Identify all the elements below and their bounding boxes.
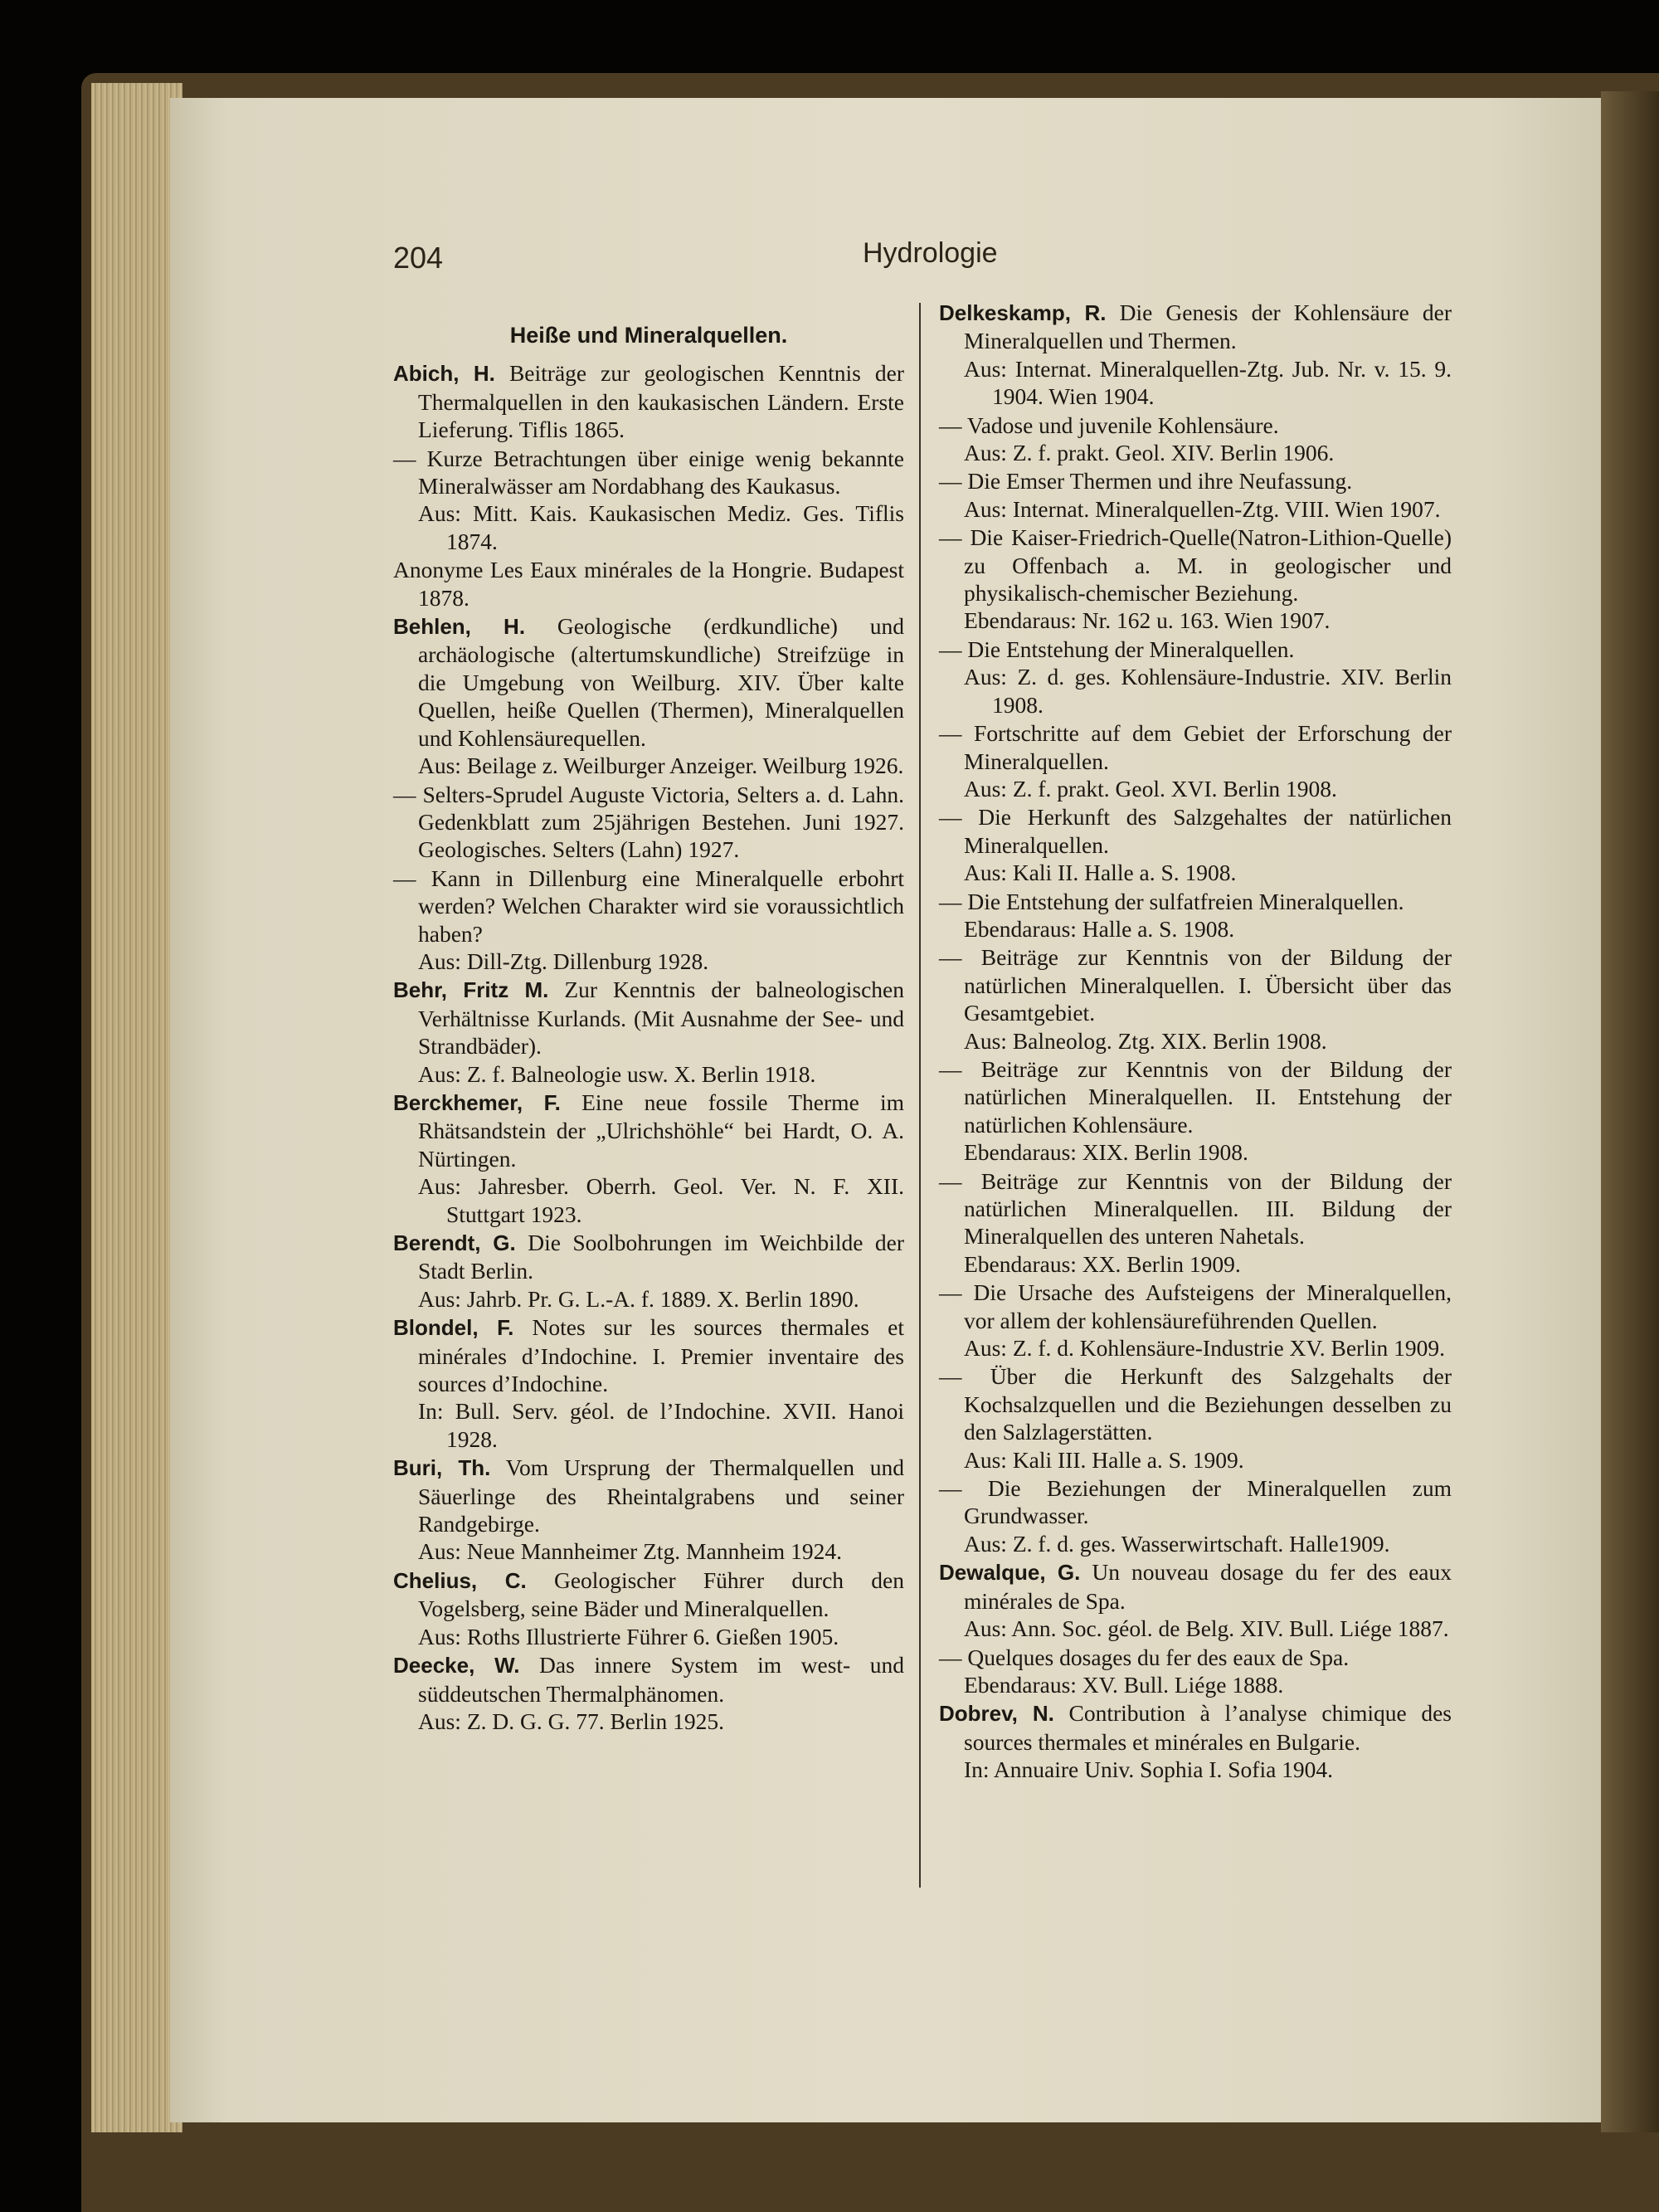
bibliography-entry (393, 556, 904, 611)
bibliography-entry (939, 1474, 1452, 1557)
entry-source: Aus: Kali III. Halle a. S. 1909. (964, 1446, 1244, 1473)
entry-author: Dobrev, N. (939, 1701, 1054, 1727)
left-entry-list (393, 359, 904, 1735)
bibliography-entry (393, 1229, 904, 1313)
left-column (393, 322, 904, 1736)
entry-title: Zur Kenntnis der balneologischen Verhältnisse Kurlands. (Mit Ausnahme der See- und Strandbäder). (418, 977, 904, 1060)
bibliography-entry (393, 1651, 904, 1735)
entry-source: In: Annuaire Univ. Sophia I. Sofia 1904. (964, 1756, 1334, 1783)
bibliography-entry (393, 1454, 904, 1566)
bibliography-entry (393, 1566, 904, 1650)
entry-title: — Beiträge zur Kenntnis von der Bildung der natürlichen Mineralquellen. II. Entstehung der natürlichen Kohlensäure. (939, 1055, 1452, 1138)
bibliography-entry (939, 719, 1452, 802)
right-column (939, 299, 1452, 1785)
entry-source: Aus: Z. f. prakt. Geol. XVI. Berlin 1908. (964, 775, 1337, 801)
entry-title: — Kann in Dillenburg eine Mineralquelle erbohrt werden? Welchen Charakter wird sie voraussichtlich haben? (393, 865, 904, 947)
entry-source: Aus: Beilage z. Weilburger Anzeiger. Weilburg 1926. (418, 753, 904, 779)
entry-author: Deecke, W. (393, 1653, 520, 1678)
bibliography-entry (939, 1558, 1452, 1642)
entry-citation (393, 865, 904, 948)
bibliography-entry (939, 412, 1452, 467)
entry-title: — Beiträge zur Kenntnis von der Bildung der natürlichen Mineralquellen. I. Übersicht über das Gesamtgebiet. (939, 944, 1452, 1026)
entry-title: Eine neue fossile Therme im Rhätsandstein der „Ulrichshöhle“ bei Hardt, O. A. Nürtingen. (418, 1089, 904, 1172)
entry-title: Die Genesis der Kohlensäure der Mineralquellen und Thermen. (964, 300, 1452, 354)
entry-citation (393, 445, 904, 500)
entry-source: Ebendaraus: Nr. 162 u. 163. Wien 1907. (964, 607, 1331, 634)
entry-citation (393, 1651, 904, 1708)
entry-author: Behlen, H. (393, 614, 526, 640)
entry-source: Aus: Z. f. d. ges. Wasserwirtschaft. Halle1909. (964, 1530, 1390, 1557)
entry-title: — Vadose und juvenile Kohlensäure. (939, 412, 1279, 438)
bibliography-entry (393, 445, 904, 556)
entry-citation (393, 1566, 904, 1623)
entry-source: Aus: Jahrb. Pr. G. L.-A. f. 1889. X. Berlin 1890. (418, 1285, 859, 1312)
entry-author: Berendt, G. (393, 1230, 516, 1255)
bibliography-entry (939, 1167, 1452, 1279)
entry-citation (393, 1313, 904, 1397)
bibliography-entry (939, 943, 1452, 1055)
bibliography-entry (939, 524, 1452, 635)
entry-citation (939, 888, 1452, 915)
entry-title: Die Soolbohrungen im Weichbilde der Stadt Berlin. (418, 1230, 905, 1284)
bibliography-entry (939, 1362, 1452, 1474)
entry-author: Abich, H. (393, 361, 495, 387)
bibliography-entry (939, 467, 1452, 523)
entry-citation (939, 803, 1452, 859)
entry-citation (393, 1454, 904, 1537)
entry-citation (939, 1055, 1452, 1138)
bibliography-entry (939, 1055, 1452, 1167)
entry-citation (393, 359, 904, 443)
entry-source: Aus: Internat. Mineralquellen-Ztg. VIII. Wien 1907. (964, 495, 1441, 522)
entry-citation (939, 943, 1452, 1026)
section-heading: Heiße und Mineralquellen. (509, 323, 788, 348)
entry-source: Aus: Ann. Soc. géol. de Belg. XIV. Bull. Liége 1887. (964, 1615, 1449, 1642)
entry-source: Aus: Z. f. prakt. Geol. XIV. Berlin 1906. (964, 440, 1335, 466)
entry-author: Delkeskamp, R. (939, 300, 1107, 325)
entry-source: Aus: Dill-Ztg. Dillenburg 1928. (418, 948, 709, 974)
entry-title: Un nouveau dosage du fer des eaux minérales de Spa. (964, 1559, 1452, 1614)
entry-title: — Die Entstehung der Mineralquellen. (939, 636, 1295, 662)
bibliography-entry (393, 1089, 904, 1228)
entry-title: Geologische (erdkundliche) und archäologische (altertumskundliche) Streifzüge in die Umgebung von Weilburg. XIV. Über kalte Quellen, heiße Quellen (Thermen), Mineralquellen und Kohlensäurequellen. (418, 613, 904, 751)
entry-citation (939, 467, 1452, 495)
entry-title: — Beiträge zur Kenntnis von der Bildung der natürlichen Mineralquellen. III. Bildung der Mineralquellen des unteren Nahetals. (939, 1167, 1452, 1250)
entry-source: Aus: Mitt. Kais. Kaukasischen Mediz. Ges. Tiflis 1874. (418, 500, 904, 554)
entry-citation (393, 976, 904, 1060)
entry-title: — Quelques dosages du fer des eaux de Spa. (939, 1644, 1350, 1670)
entry-source: Aus: Z. d. ges. Kohlensäure-Industrie. XIV. Berlin 1908. (964, 664, 1452, 718)
entry-source: Aus: Internat. Mineralquellen-Ztg. Jub. Nr. v. 15. 9. 1904. Wien 1904. (964, 355, 1452, 410)
entry-source: Aus: Jahresber. Oberrh. Geol. Ver. N. F. XII. Stuttgart 1923. (418, 1173, 904, 1227)
entry-title: — Die Emser Thermen und ihre Neufassung. (939, 468, 1353, 495)
entry-source: Ebendaraus: XIX. Berlin 1908. (964, 1139, 1248, 1166)
entry-citation (939, 719, 1452, 775)
entry-citation (939, 1699, 1452, 1756)
entry-title: Notes sur les sources thermales et minérales d’Indochine. I. Premier inventaire des sources d’Indochine. (418, 1314, 905, 1397)
entry-title: Vom Ursprung der Thermalquellen und Säuerlinge des Rheintalgrabens und seiner Randgebirge. (418, 1454, 904, 1537)
bibliography-entry (393, 359, 904, 443)
entry-source: Aus: Z. f. d. Kohlensäure-Industrie XV. Berlin 1909. (964, 1335, 1445, 1362)
bibliography-entry (939, 299, 1452, 411)
entry-title: — Die Entstehung der sulfatfreien Mineralquellen. (939, 888, 1404, 914)
entry-source: Aus: Z. f. Balneologie usw. X. Berlin 1918. (418, 1060, 816, 1087)
bibliography-entry (393, 612, 904, 779)
bibliography-entry (939, 1699, 1452, 1783)
entry-title: — Die Ursache des Aufsteigens der Mineralquellen, vor allem der kohlensäureführenden Quellen. (939, 1279, 1452, 1333)
entry-title: — Selters-Sprudel Auguste Victoria, Selters a. d. Lahn. Gedenkblatt zum 25jährigen Bestehen. Juni 1927. Geologisches. Selters (Lahn) 1927. (393, 781, 904, 863)
entry-title: Beiträge zur geologischen Kenntnis der Thermalquellen in den kaukasischen Ländern. Erste Lieferung. Tiflis 1865. (418, 360, 905, 443)
entry-citation (393, 781, 904, 864)
entry-author: Buri, Th. (393, 1455, 491, 1481)
right-entry-list (939, 299, 1452, 1784)
entry-source: Ebendaraus: XV. Bull. Liége 1888. (964, 1671, 1284, 1698)
entry-title: Contribution à l’analyse chimique des sources thermales et minérales en Bulgarie. (964, 1700, 1452, 1755)
bibliography-entry (939, 1644, 1452, 1699)
entry-source: Aus: Z. D. G. G. 77. Berlin 1925. (418, 1708, 724, 1734)
entry-title: Das innere System im west- und süddeutschen Thermalphänomen. (418, 1652, 904, 1707)
entry-citation (393, 1229, 904, 1285)
bibliography-entry (393, 976, 904, 1088)
entry-citation (939, 299, 1452, 355)
entry-author: Chelius, C. (393, 1567, 527, 1593)
entry-author: Blondel, F. (393, 1315, 514, 1341)
entry-title: — Die Kaiser-Friedrich-Quelle(Natron-Lithion-Quelle) zu Offenbach a. M. in geologischer und physikalisch-chemischer Beziehung. (939, 524, 1452, 607)
entry-author: Behr, Fritz M. (393, 977, 549, 1003)
entry-title: — Über die Herkunft des Salzgehalts der Kochsalzquellen und die Beziehungen desselben zu den Salzlagerstätten. (939, 1363, 1452, 1445)
entry-source: Aus: Kali II. Halle a. S. 1908. (964, 860, 1237, 886)
entry-title: — Die Herkunft des Salzgehaltes der natürlichen Mineralquellen. (939, 804, 1452, 858)
bibliography-entry (939, 888, 1452, 943)
entry-title: — Fortschritte auf dem Gebiet der Erforschung der Mineralquellen. (939, 720, 1452, 774)
entry-citation (939, 1644, 1452, 1671)
entry-citation (939, 412, 1452, 439)
entry-citation (939, 1558, 1452, 1615)
entry-source: Aus: Balneolog. Ztg. XIX. Berlin 1908. (964, 1027, 1327, 1054)
entry-citation (393, 612, 904, 752)
bibliography-entry (393, 865, 904, 976)
entry-title: Geologischer Führer durch den Vogelsberg, seine Bäder und Mineralquellen. (418, 1566, 904, 1622)
bibliography-entry (393, 781, 904, 864)
entry-citation (939, 524, 1452, 607)
running-head: Hydrologie (863, 237, 998, 269)
entry-title: — Die Beziehungen der Mineralquellen zum Grundwasser. (939, 1475, 1452, 1529)
column-divider (919, 303, 921, 1888)
entry-citation (393, 1089, 904, 1172)
entry-citation (939, 1279, 1452, 1334)
entry-title: Anonyme Les Eaux minérales de la Hongrie. Budapest 1878. (393, 557, 904, 611)
bibliography-entry (939, 636, 1452, 719)
entry-source: In: Bull. Serv. géol. de l’Indochine. XVII. Hanoi 1928. (418, 1398, 904, 1452)
entry-citation (939, 1362, 1452, 1445)
entry-citation (939, 1167, 1452, 1250)
bibliography-entry (393, 1313, 904, 1453)
entry-source: Aus: Neue Mannheimer Ztg. Mannheim 1924. (418, 1538, 842, 1565)
entry-citation (939, 636, 1452, 663)
entry-source: Ebendaraus: XX. Berlin 1909. (964, 1250, 1241, 1277)
entry-citation (393, 556, 904, 611)
entry-author: Dewalque, G. (939, 1560, 1081, 1586)
entry-source: Aus: Roths Illustrierte Führer 6. Gießen 1905. (418, 1623, 839, 1649)
entry-author: Berckhemer, F. (393, 1089, 561, 1115)
entry-source: Ebendaraus: Halle a. S. 1908. (964, 915, 1235, 942)
entry-citation (939, 1474, 1452, 1530)
entry-title: — Kurze Betrachtungen über einige wenig bekannte Mineralwässer am Nordabhang des Kaukasus. (393, 445, 904, 499)
bibliography-entry (939, 803, 1452, 886)
bibliography-entry (939, 1279, 1452, 1362)
page-number: 204 (393, 241, 444, 275)
